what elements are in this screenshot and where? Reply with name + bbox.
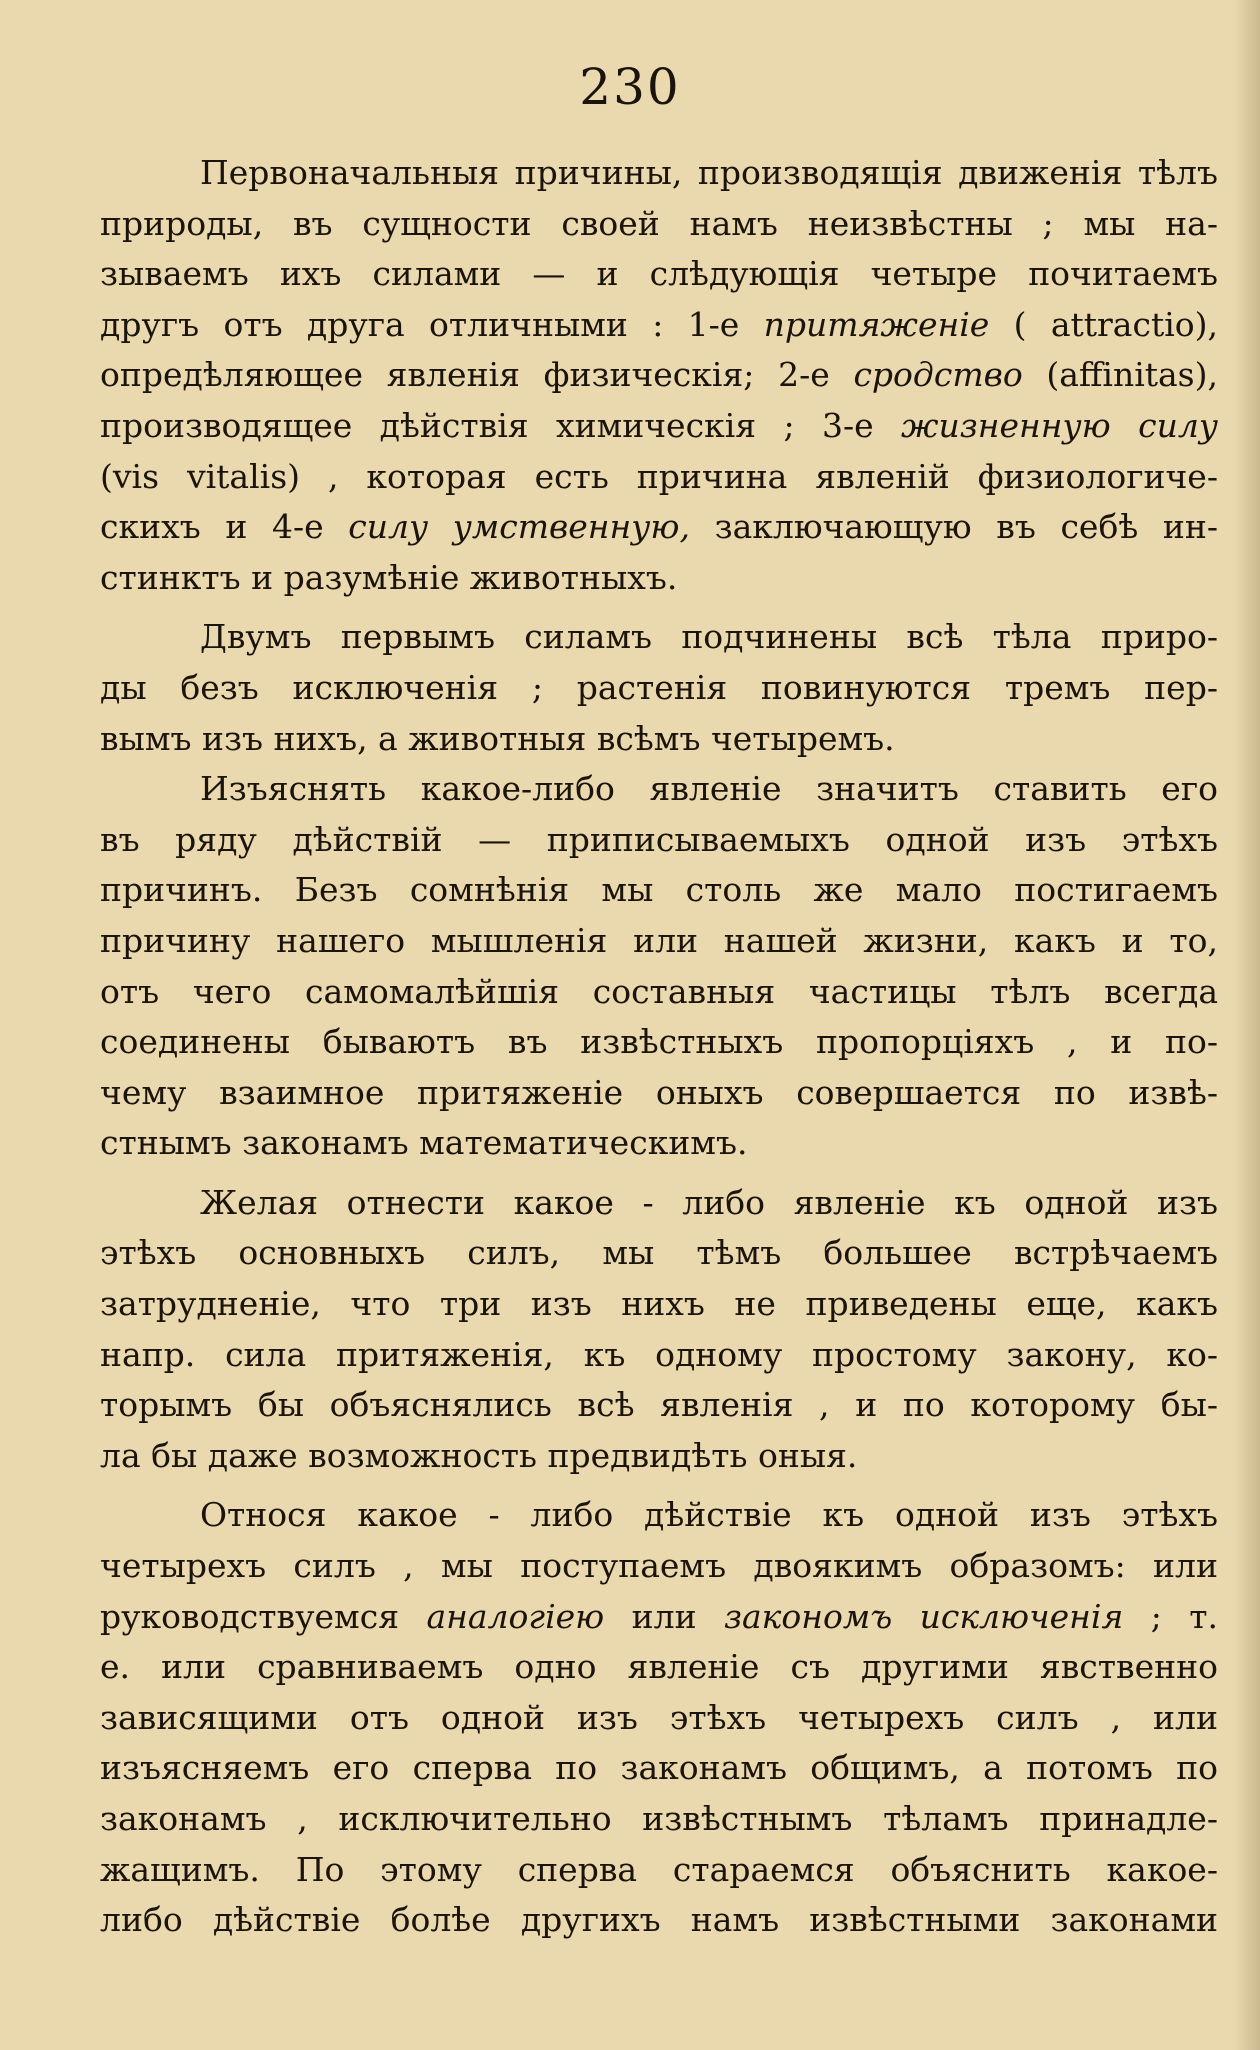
page-number: 230 xyxy=(579,58,681,116)
text-line xyxy=(100,1431,1218,1482)
text-segment: въ ряду дѣйствій — приписываемыхъ одной изъ этѣхъ xyxy=(100,819,1218,859)
text-segment: скихъ и 4-е xyxy=(100,507,349,547)
text-segment: соединены бываютъ въ извѣстныхъ пропорціяхъ , и по- xyxy=(100,1022,1218,1062)
text-line xyxy=(100,967,1218,1018)
text-line xyxy=(100,1845,1218,1896)
text-line xyxy=(100,663,1218,714)
text-segment: ; т. xyxy=(1123,1596,1218,1636)
text-line xyxy=(100,1743,1218,1794)
text-line xyxy=(100,1592,1218,1643)
text-segment: Изъяснять какое-либо явленіе значитъ ставить его xyxy=(200,769,1218,809)
text-segment: чему взаимное притяженіе оныхъ совершается по извѣ- xyxy=(100,1072,1218,1112)
paragraph xyxy=(100,612,1218,764)
text-segment: четырехъ силъ , мы поступаемъ двоякимъ образомъ: или xyxy=(100,1546,1218,1586)
text-segment: стинктъ и разумѣніе животныхъ. xyxy=(100,557,678,597)
text-line xyxy=(100,1541,1218,1592)
text-segment: законамъ , исключительно извѣстнымъ тѣламъ принадле- xyxy=(100,1799,1218,1838)
text-segment: производящее дѣйствія химическія ; 3-е xyxy=(100,405,902,445)
text-segment: природы, въ сущности своей намъ неизвѣстны ; мы на- xyxy=(100,203,1218,243)
text-segment: отъ чего самомалѣйшія составныя частицы тѣлъ всегда xyxy=(100,971,1218,1011)
text-segment: Желая отнести какое - либо явленіе къ одной изъ xyxy=(200,1182,1218,1222)
text-line xyxy=(100,1118,1218,1169)
text-line xyxy=(100,1490,1218,1541)
text-line xyxy=(100,148,1218,199)
paragraph xyxy=(100,764,1218,1169)
text-segment: (affinitas), xyxy=(1022,355,1218,395)
text-segment: другъ отъ друга отличными : 1-е xyxy=(100,304,764,344)
italic-term: жизненную силу xyxy=(901,405,1219,445)
italic-term: силу умственную, xyxy=(348,507,690,547)
text-segment: руководствуемся xyxy=(100,1596,427,1636)
text-line xyxy=(100,553,1218,604)
text-line xyxy=(100,1895,1218,1946)
text-line xyxy=(100,865,1218,916)
text-segment: или xyxy=(604,1596,724,1636)
text-line xyxy=(100,1279,1218,1330)
text-segment: стнымъ законамъ математическимъ. xyxy=(100,1123,748,1163)
text-line xyxy=(100,401,1218,452)
paragraph xyxy=(100,148,1218,603)
text-line xyxy=(100,350,1218,401)
text-segment: ( attractio), xyxy=(989,304,1218,344)
italic-term: аналогіею xyxy=(426,1596,605,1636)
paragraph xyxy=(100,1490,1218,1945)
text-line xyxy=(100,714,1218,765)
text-line xyxy=(100,1380,1218,1431)
text-line xyxy=(100,1017,1218,1068)
text-line xyxy=(100,249,1218,300)
text-segment: ды безъ исключенія ; растенія повинуются тремъ пер- xyxy=(100,667,1218,707)
text-line xyxy=(100,452,1218,503)
text-segment: причинъ. Безъ сомнѣнія мы столь же мало постигаемъ xyxy=(100,870,1218,910)
text-segment: е. или сравниваемъ одно явленіе съ другими явственно xyxy=(100,1647,1218,1687)
text-segment: причину нашего мышленія или нашей жизни, какъ и то, xyxy=(100,920,1218,960)
text-line xyxy=(100,1794,1218,1845)
text-line xyxy=(100,1693,1218,1744)
text-segment: ла бы даже возможность предвидѣть оныя. xyxy=(100,1435,858,1475)
text-segment: (vis vitalis) , которая есть причина явленій физиологиче- xyxy=(100,456,1218,496)
text-line xyxy=(100,1330,1218,1381)
text-line xyxy=(100,502,1218,553)
text-line xyxy=(100,1642,1218,1693)
text-segment: зываемъ ихъ силами — и слѣдующія четыре почитаемъ xyxy=(100,254,1218,294)
text-line xyxy=(100,916,1218,967)
paragraph xyxy=(100,1178,1218,1482)
text-line xyxy=(100,764,1218,815)
text-segment: изъясняемъ его сперва по законамъ общимъ, а потомъ по xyxy=(100,1748,1218,1788)
italic-term: закономъ исключенія xyxy=(723,1596,1124,1636)
italic-term: сродство xyxy=(853,355,1023,395)
text-line xyxy=(100,815,1218,866)
text-segment: затрудненіе, что три изъ нихъ не приведены еще, какъ xyxy=(100,1284,1218,1324)
body-text xyxy=(100,148,1218,1946)
page-edge-shadow xyxy=(1234,0,1260,2050)
text-segment: Первоначальныя причины, производящія движенія тѣлъ xyxy=(200,153,1218,192)
text-line xyxy=(100,1178,1218,1229)
text-segment: Двумъ первымъ силамъ подчинены всѣ тѣла приро- xyxy=(200,617,1218,657)
text-line xyxy=(100,199,1218,250)
text-segment: этѣхъ основныхъ силъ, мы тѣмъ большее встрѣчаемъ xyxy=(100,1233,1218,1273)
text-segment: торымъ бы объяснялись всѣ явленія , и по которому бы- xyxy=(100,1385,1218,1425)
text-segment: напр. сила притяженія, къ одному простому закону, ко- xyxy=(100,1334,1218,1374)
text-segment: зависящими отъ одной изъ этѣхъ четырехъ силъ , или xyxy=(100,1697,1218,1737)
text-segment: вымъ изъ нихъ, а животныя всѣмъ четыремъ. xyxy=(100,718,895,758)
italic-term: притяженіе xyxy=(763,304,990,344)
text-segment: опредѣляющее явленія физическія; 2-е xyxy=(100,355,854,395)
text-segment: Относя какое - либо дѣйствіе къ одной изъ этѣхъ xyxy=(200,1495,1218,1535)
text-line xyxy=(100,1228,1218,1279)
text-segment: либо дѣйствіе болѣе другихъ намъ извѣстными законами xyxy=(100,1900,1218,1940)
text-segment: жащимъ. По этому сперва стараемся объяснить какое- xyxy=(100,1849,1218,1889)
text-segment: заключающую въ себѣ ин- xyxy=(689,507,1218,547)
text-line xyxy=(100,1068,1218,1119)
text-line xyxy=(100,612,1218,663)
text-line xyxy=(100,300,1218,351)
